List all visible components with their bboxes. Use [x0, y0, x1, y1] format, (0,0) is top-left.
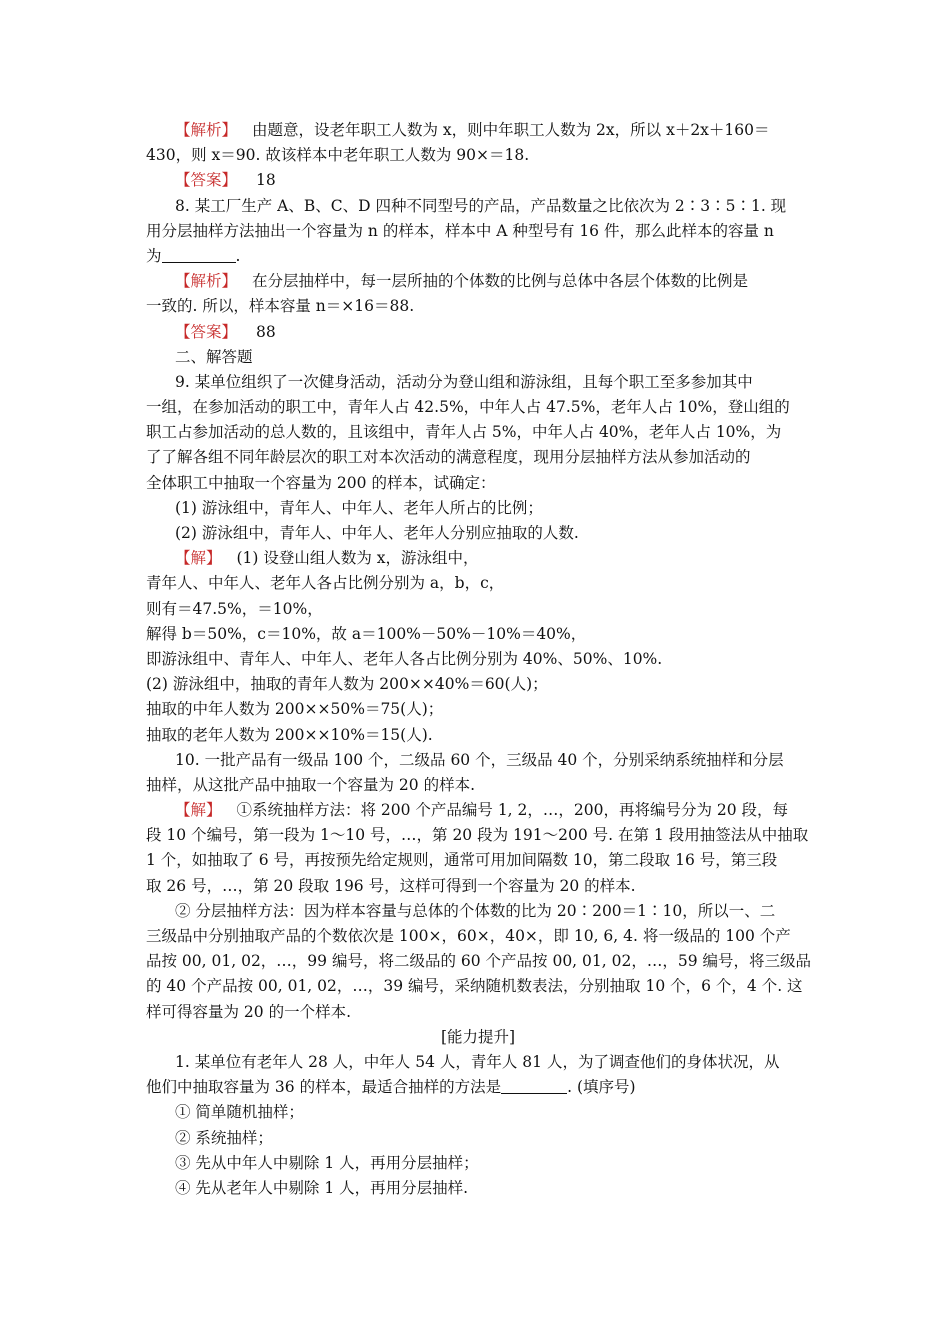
question-9-subquestion: (1) 游泳组中，青年人、中年人、老年人所占的比例； — [175, 498, 543, 517]
section-heading: 二、解答题 — [175, 347, 253, 366]
solution-text-continued: 1 个，如抽取了 6 号，再按预先给定规则，通常可用加间隔数 10，第二段取 16 号，第三段 — [146, 851, 778, 870]
ability-question-1-text: 1. 某单位有老年人 28 人，中年人 54 人，青年人 81 人，为了调查他们的身体状况，从 — [175, 1052, 780, 1071]
answer-value: 18 — [255, 171, 276, 190]
question-9-text-continued: 一组，在参加活动的职工中，青年人占 42.5%，中年人占 47.5%，老年人占 10%，登山组的 — [146, 398, 790, 417]
question-9-text: 9. 某单位组织了一次健身活动，活动分为登山组和游泳组，且每个职工至多参加其中 — [175, 372, 753, 391]
option-item: ④ 先从老年人中剔除 1 人，再用分层抽样. — [175, 1178, 469, 1197]
solution-text-continued: 则有＝47.5%，＝10%， — [146, 599, 323, 618]
option-item: ① 简单随机抽样； — [175, 1103, 304, 1122]
question-9-text-continued: 职工占参加活动的总人数的，且该组中，青年人占 5%，中年人占 40%，老年人占 10%，为 — [146, 423, 782, 442]
question-8-blank-line — [146, 244, 810, 269]
answer-blank — [162, 246, 236, 263]
q10-solution-line — [146, 798, 810, 823]
solution-text-continued: 青年人、中年人、老年人各占比例分别为 a，b，c， — [146, 574, 505, 593]
q9-solution-line — [146, 546, 810, 571]
document-page — [146, 118, 810, 1201]
solution-text-continued: 的 40 个产品按 00, 01, 02，…，39 编号，采纳随机数表法，分别抽取 10 个，6 个，4 个. 这 — [146, 977, 803, 996]
analysis-text-continued: 一致的. 所以，样本容量 n＝×16＝88. — [146, 297, 415, 316]
section-heading-ability: [能力提升] — [440, 1027, 516, 1046]
question-9-text-continued: 全体职工中抽取一个容量为 200 的样本，试确定： — [146, 473, 496, 492]
question-10-text: 10. 一批产品有一级品 100 个，二级品 60 个，三级品 40 个，分别采纳系统抽样和分层 — [175, 750, 784, 769]
option-item: ③ 先从中年人中剔除 1 人，再用分层抽样； — [175, 1153, 479, 1172]
question-10-text-continued: 抽样，从这批产品中抽取一个容量为 20 的样本. — [146, 775, 476, 794]
q8-answer-line — [146, 320, 810, 345]
solution-text-continued: 解得 b＝50%，c＝10%，故 a＝100%－50%－10%＝40%， — [146, 624, 587, 643]
solution-text-continued: 取 26 号，…，第 20 段取 196 号，这样可得到一个容量为 20 的样本. — [146, 876, 636, 895]
question-9-subquestion: (2) 游泳组中，青年人、中年人、老年人分别应抽取的人数. — [175, 524, 579, 542]
answer-value: 88 — [255, 322, 276, 341]
solution-text-continued: 段 10 个编号，第一段为 1～10 号，…，第 20 段为 191～200 号. 在第 1 段用抽签法从中抽取 — [146, 826, 809, 845]
answer-tag: 【答案】 — [175, 322, 238, 341]
analysis-tag: 【解析】 — [175, 121, 238, 139]
q8-analysis-line — [146, 269, 810, 294]
option-item: ② 系统抽样； — [175, 1128, 273, 1147]
ability-question-1-blank-line — [146, 1075, 810, 1100]
question-8-text: 8. 某工厂生产 A、B、C、D 四种不同型号的产品，产品数量之比依次为 2∶3∶5∶1. 现 — [175, 196, 787, 215]
question-9-text-continued: 了了解各组不同年龄层次的职工对本次活动的满意程度，现用分层抽样方法从参加活动的 — [146, 448, 751, 467]
question-8-prefix: 为 — [146, 246, 162, 265]
solution-tag: 【解】 — [175, 549, 222, 568]
solution-text-continued: 品按 00, 01, 02，…，99 编号，将二级品的 60 个产品按 00, 01, 02，…，59 编号，将三级品 — [146, 952, 811, 971]
solution-text: ①系统抽样方法：将 200 个产品编号 1, 2，…，200，再将编号分为 20 段，每 — [236, 801, 789, 820]
solution-text-continued: 即游泳组中、青年人、中年人、老年人各占比例分别为 40%、50%、10%. — [146, 649, 663, 668]
analysis-text-continued: 430，则 x＝90. 故该样本中老年职工人数为 90×＝18. — [146, 146, 530, 165]
analysis-text: 由题意，设老年职工人数为 x，则中年职工人数为 2x，所以 x＋2x＋160＝ — [251, 121, 770, 139]
solution-tag: 【解】 — [175, 801, 222, 820]
solution-text: (1) 设登山组人数为 x，游泳组中， — [236, 549, 479, 568]
analysis-tag: 【解析】 — [175, 272, 238, 291]
solution-part-2: ② 分层抽样方法：因为样本容量与总体的个体数的比为 20∶200＝1∶10，所以一、二 — [175, 901, 776, 920]
solution-text-continued: 抽取的老年人数为 200××10%＝15(人). — [146, 725, 433, 744]
q7-analysis-line — [146, 118, 810, 143]
answer-blank — [501, 1077, 567, 1094]
answer-tag: 【答案】 — [175, 171, 238, 190]
solution-text-continued: 样可得容量为 20 的一个样本. — [146, 1002, 352, 1021]
analysis-text: 在分层抽样中，每一层所抽的个体数的比例与总体中各层个体数的比例是 — [251, 272, 748, 291]
ability-question-1-suffix: . (填序号) — [567, 1078, 636, 1097]
question-8-text-continued: 用分层抽样方法抽出一个容量为 n 的样本，样本中 A 种型号有 16 件，那么此样本的容量 n — [146, 221, 774, 240]
solution-text-continued: 抽取的中年人数为 200××50%＝75(人)； — [146, 700, 444, 719]
solution-text-continued: 三级品中分别抽取产品的个数依次是 100×，60×，40×，即 10, 6, 4. 将一级品的 100 个产 — [146, 927, 791, 945]
question-8-suffix: . — [235, 246, 241, 265]
q7-answer-line — [146, 168, 810, 193]
ability-question-1-prefix: 他们中抽取容量为 36 的样本，最适合抽样的方法是 — [146, 1078, 502, 1097]
solution-text-continued: (2) 游泳组中，抽取的青年人数为 200××40%＝60(人)； — [146, 675, 548, 694]
